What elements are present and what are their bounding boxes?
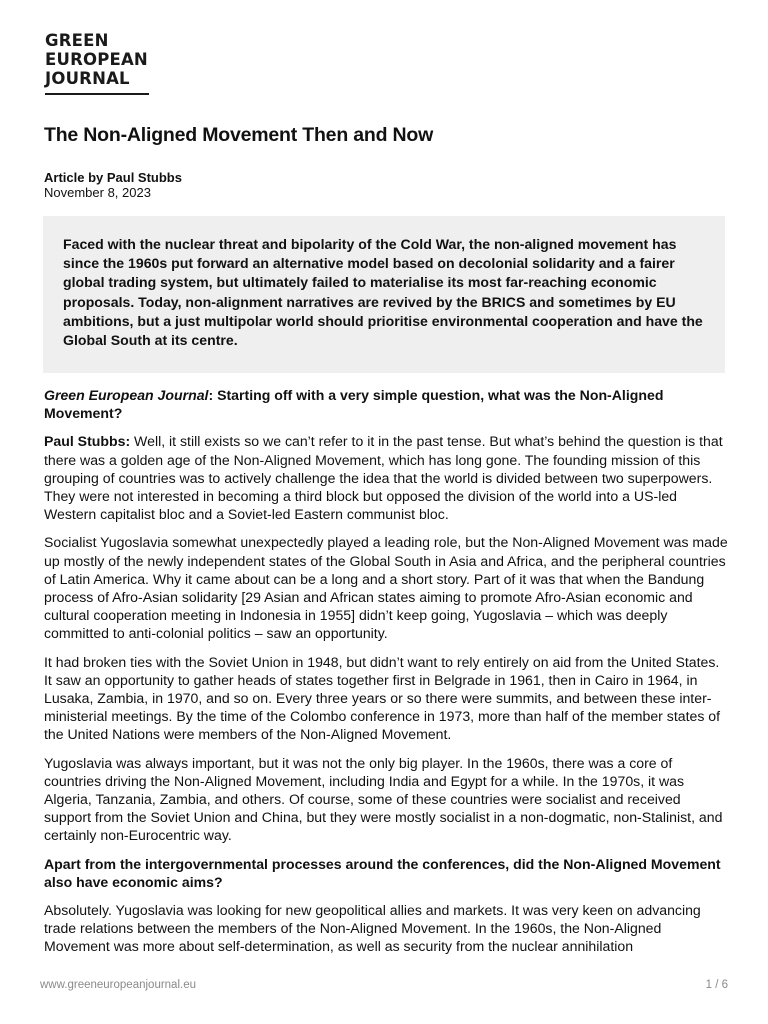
question-1-text: : Starting off with a very simple question, what was the Non-Aligned Movement?: [44, 387, 664, 422]
page-number: 1 / 6: [705, 979, 728, 991]
question-2: Apart from the intergovernmental processes around the conferences, did the Non-Aligned Movement also have economic aims?: [44, 855, 721, 890]
article-body: [44, 386, 728, 966]
byline: [44, 170, 182, 200]
paragraph-5: Absolutely. Yugoslavia was looking for new geopolitical allies and markets. It was very keen on advancing trade relations between the members of the Non-Aligned Movement. In the 1960s, the Non-Aligned Movement was more about self-determination, as well as security from the nuclear annihilation: [44, 902, 701, 955]
logo-line-european: EUROPEAN: [45, 50, 148, 69]
paragraph-3: It had broken ties with the Soviet Union in 1948, but didn’t want to rely entirely on aid from the United States. It saw an opportunity to gather heads of states together first in Belgrade in 1961, then in Cairo in 1964, in Lusaka, Zambia, in 1970, and so on. Every three years or so there were summits, and between these inter-ministerial meetings. By the time of the Colombo conference in 1973, more than half of the member states of the United Nations were members of the Non-Aligned Movement.: [44, 653, 721, 743]
article-date: November 8, 2023: [44, 185, 151, 200]
answer-1-speaker: Paul Stubbs:: [44, 433, 131, 450]
article-title: The Non-Aligned Movement Then and Now: [44, 124, 434, 146]
answer-1-text: Well, it still exists so we can’t refer to it in the past tense. But what’s behind the question is that there was a golden age of the Non-Aligned Movement, which has long gone. The founding mission of this grouping of countries was to actively challenge the idea that the world is divided between two superpowers. They were not interested in becoming a third block but opposed the division of the world into a US-led Western capitalist bloc and a Soviet-led Eastern communist bloc.: [44, 433, 723, 523]
publication-logo[interactable]: [45, 31, 149, 95]
summary-text: Faced with the nuclear threat and bipolarity of the Cold War, the non-aligned movement has since the 1960s put forward an alternative model based on decolonial solidarity and a fairer global trading system, but ultimately failed to materialise its most far-reaching economic proposals. Today, non-alignment narratives are revived by the BRICS and sometimes by EU ambitions, but a just multipolar world should prioritise environmental cooperation and have the Global South at its centre.: [63, 236, 703, 349]
paragraph-2: Socialist Yugoslavia somewhat unexpectedly played a leading role, but the Non-Aligned Movement was made up mostly of the newly independent states of the Global South in Asia and Africa, and the peripheral countries of Latin America. Why it came about can be a long and a short story. Part of it was that when the Bandung process of Afro-Asian solidarity [29 Asian and African states aiming to promote Afro-Asian economic and cultural cooperation meeting in Indonesia in 1955] didn’t keep going, Yugoslavia – which was deeply committed to anti-colonial politics – saw an opportunity.: [44, 534, 728, 642]
answer-1: [44, 432, 728, 523]
logo-line-green: GREEN: [45, 31, 109, 50]
logo-underline: [45, 93, 149, 95]
question-1-publication: Green European Journal: [44, 387, 209, 403]
question-1: [44, 386, 728, 422]
summary-box: [43, 216, 725, 373]
paragraph-4: Yugoslavia was always important, but it was not the only big player. In the 1960s, there was a core of countries driving the Non-Aligned Movement, including India and Egypt for a while. In the 1970s, it was Algeria, Tanzania, Zambia, and others. Of course, some of these countries were socialist and received support from the Soviet Union and China, but they were mostly socialist in a non-dogmatic, non-Stalinist, and certainly non-Eurocentric way.: [44, 754, 723, 844]
footer-url[interactable]: www.greeneuropeanjournal.eu: [40, 979, 196, 991]
logo-line-journal: JOURNAL: [45, 69, 130, 88]
article-author: Article by Paul Stubbs: [44, 170, 182, 185]
